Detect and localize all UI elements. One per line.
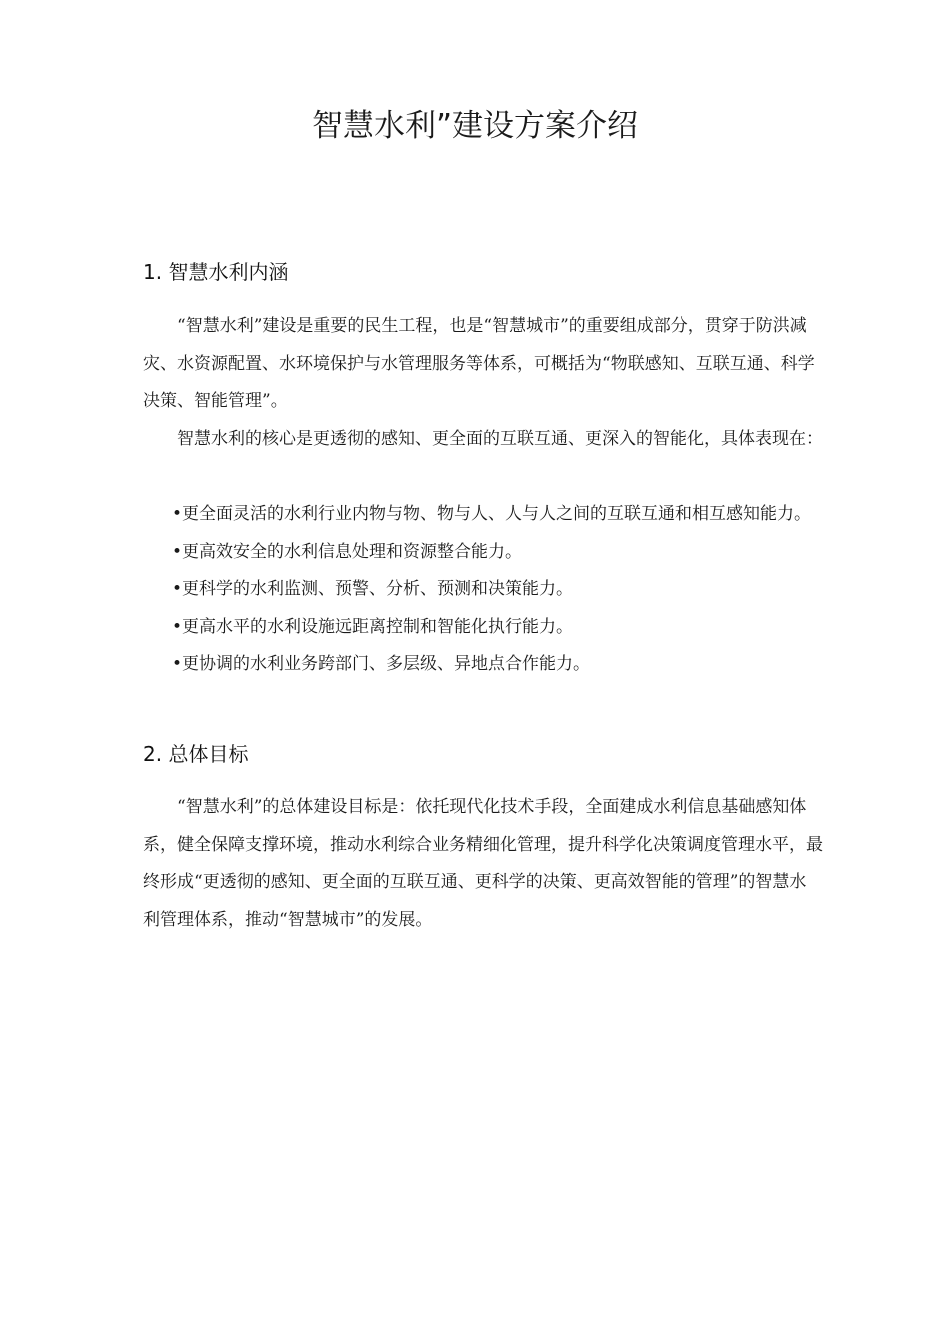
list-item-text: 更高效安全的水利信息处理和资源整合能力。 (182, 541, 523, 562)
document-title: 智慧水利”建设方案介绍 (311, 108, 639, 144)
section-heading-connotation: 1. 智慧水利内涵 (143, 260, 289, 284)
section-heading-goals: 2. 总体目标 (143, 742, 249, 766)
list-item-text: 更高水平的水利设施远距离控制和智能化执行能力。 (182, 616, 574, 637)
list-item (172, 496, 812, 534)
list-item (172, 534, 812, 572)
bullet-mark: • (172, 654, 183, 674)
bullet-mark: • (172, 616, 183, 637)
bullet-mark: • (172, 541, 183, 562)
list-item (172, 646, 812, 684)
list-item-text: 更全面灵活的水利行业内物与物、物与人、人与人之间的互联互通和相互感知能力。 (182, 504, 812, 524)
list-item-text: 更协调的水利业务跨部门、多层级、异地点合作能力。 (182, 654, 591, 674)
list-item (172, 571, 812, 609)
feature-list (172, 496, 812, 684)
section-paragraph: “智慧水利”的总体建设目标是：依托现代化技术手段，全面建成水利信息基础感知体系，健全保障支撑环境，推动水利综合业务精细化管理，提升科学化决策调度管理水平，最终形成“更透彻的感知、更全面的互联互通、更科学的决策、更高效智能的管理”的智慧水利管理体系，推动“智慧城市”的发展。 (143, 797, 823, 930)
list-item-text: 更科学的水利监测、预警、分析、预测和决策能力。 (182, 579, 574, 599)
bullet-mark: • (172, 504, 183, 524)
section-paragraph: “智慧水利”建设是重要的民生工程，也是“智慧城市”的重要组成部分，贯穿于防洪减灾、水资源配置、水环境保护与水管理服务等体系，可概括为“物联感知、互联互通、科学决策、智能管理”。 (143, 316, 815, 411)
list-item (172, 609, 812, 647)
bullet-mark: • (172, 579, 183, 599)
section-paragraph: 智慧水利的核心是更透彻的感知、更全面的互联互通、更深入的智能化，具体表现在： (177, 429, 823, 449)
